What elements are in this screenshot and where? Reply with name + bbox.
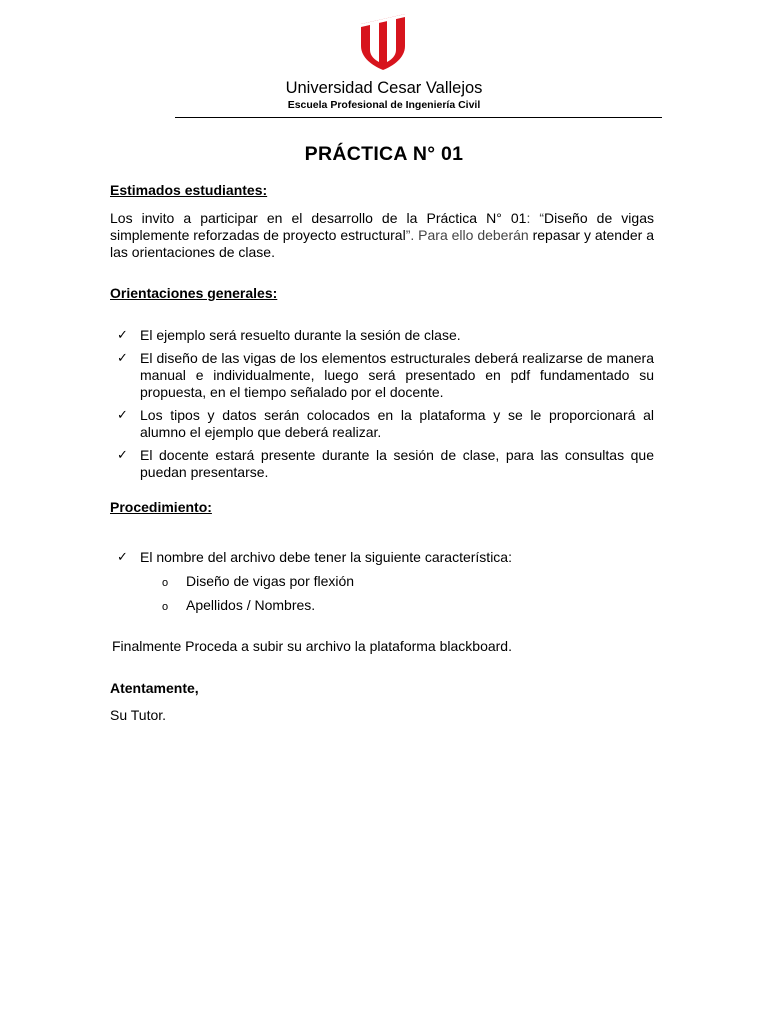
intro-text-5: repasar y atender a las orientaciones de clase. xyxy=(110,227,655,260)
intro-text-1: Los invito a participar en el desarrollo de la Práctica N° 01 xyxy=(110,210,527,226)
intro-paragraph xyxy=(110,210,654,261)
sub-list-item-text: Diseño de vigas por flexión xyxy=(186,573,355,589)
list-item-text: El diseño de las vigas de los elementos estructurales deberá realizarse de manera manual e individualmente, luego será presentado en pdf fundamentado su propuesta, en el tiempo señalado por el docente. xyxy=(140,350,654,400)
circle-bullet-icon: o xyxy=(162,601,169,613)
checkmark-icon: ✓ xyxy=(117,351,128,366)
final-instruction: Finalmente Proceda a subir su archivo la plataforma blackboard. xyxy=(112,638,512,654)
university-name: Universidad Cesar Vallejos xyxy=(285,79,483,97)
checkmark-icon: ✓ xyxy=(117,328,128,343)
intro-text-3: Diseño de vigas simplemente reforzadas de proyecto estructural xyxy=(110,210,654,243)
procedure-heading: Procedimiento: xyxy=(110,499,212,515)
list-item xyxy=(117,327,654,344)
list-item xyxy=(117,350,654,401)
checkmark-icon: ✓ xyxy=(117,408,128,423)
checkmark-icon: ✓ xyxy=(117,550,128,565)
procedure-list xyxy=(117,549,654,566)
circle-bullet-icon: o xyxy=(162,577,169,589)
list-item-text: Los tipos y datos serán colocados en la plataforma y se le proporcionará al alumno el ejemplo que deberá realizar. xyxy=(140,407,654,440)
signature: Su Tutor. xyxy=(110,707,167,723)
orientations-heading: Orientaciones generales: xyxy=(110,285,278,301)
list-item xyxy=(117,447,654,481)
header-divider xyxy=(175,117,662,118)
closing-salutation: Atentamente, xyxy=(110,680,199,696)
intro-text-2: : “ xyxy=(526,210,545,226)
greeting-heading: Estimados estudiantes: xyxy=(110,182,268,198)
list-item-text: El nombre del archivo debe tener la siguiente característica: xyxy=(140,549,512,565)
list-item-text: El docente estará presente durante la sesión de clase, para las consultas que puedan presentarse. xyxy=(140,447,654,480)
sub-list-item xyxy=(162,597,315,613)
list-item-text: El ejemplo será resuelto durante la sesión de clase. xyxy=(140,327,461,343)
intro-text-4: ”. Para ello deberán xyxy=(405,227,529,243)
list-item xyxy=(117,407,654,441)
sub-list-item-text: Apellidos / Nombres. xyxy=(186,597,316,613)
university-logo xyxy=(357,10,409,70)
sub-list-item xyxy=(162,573,354,589)
list-item xyxy=(117,549,654,566)
checkmark-icon: ✓ xyxy=(117,448,128,463)
orientations-list xyxy=(117,327,654,481)
document-title: PRÁCTICA N° 01 xyxy=(304,143,464,165)
school-name: Escuela Profesional de Ingeniería Civil xyxy=(287,99,481,111)
